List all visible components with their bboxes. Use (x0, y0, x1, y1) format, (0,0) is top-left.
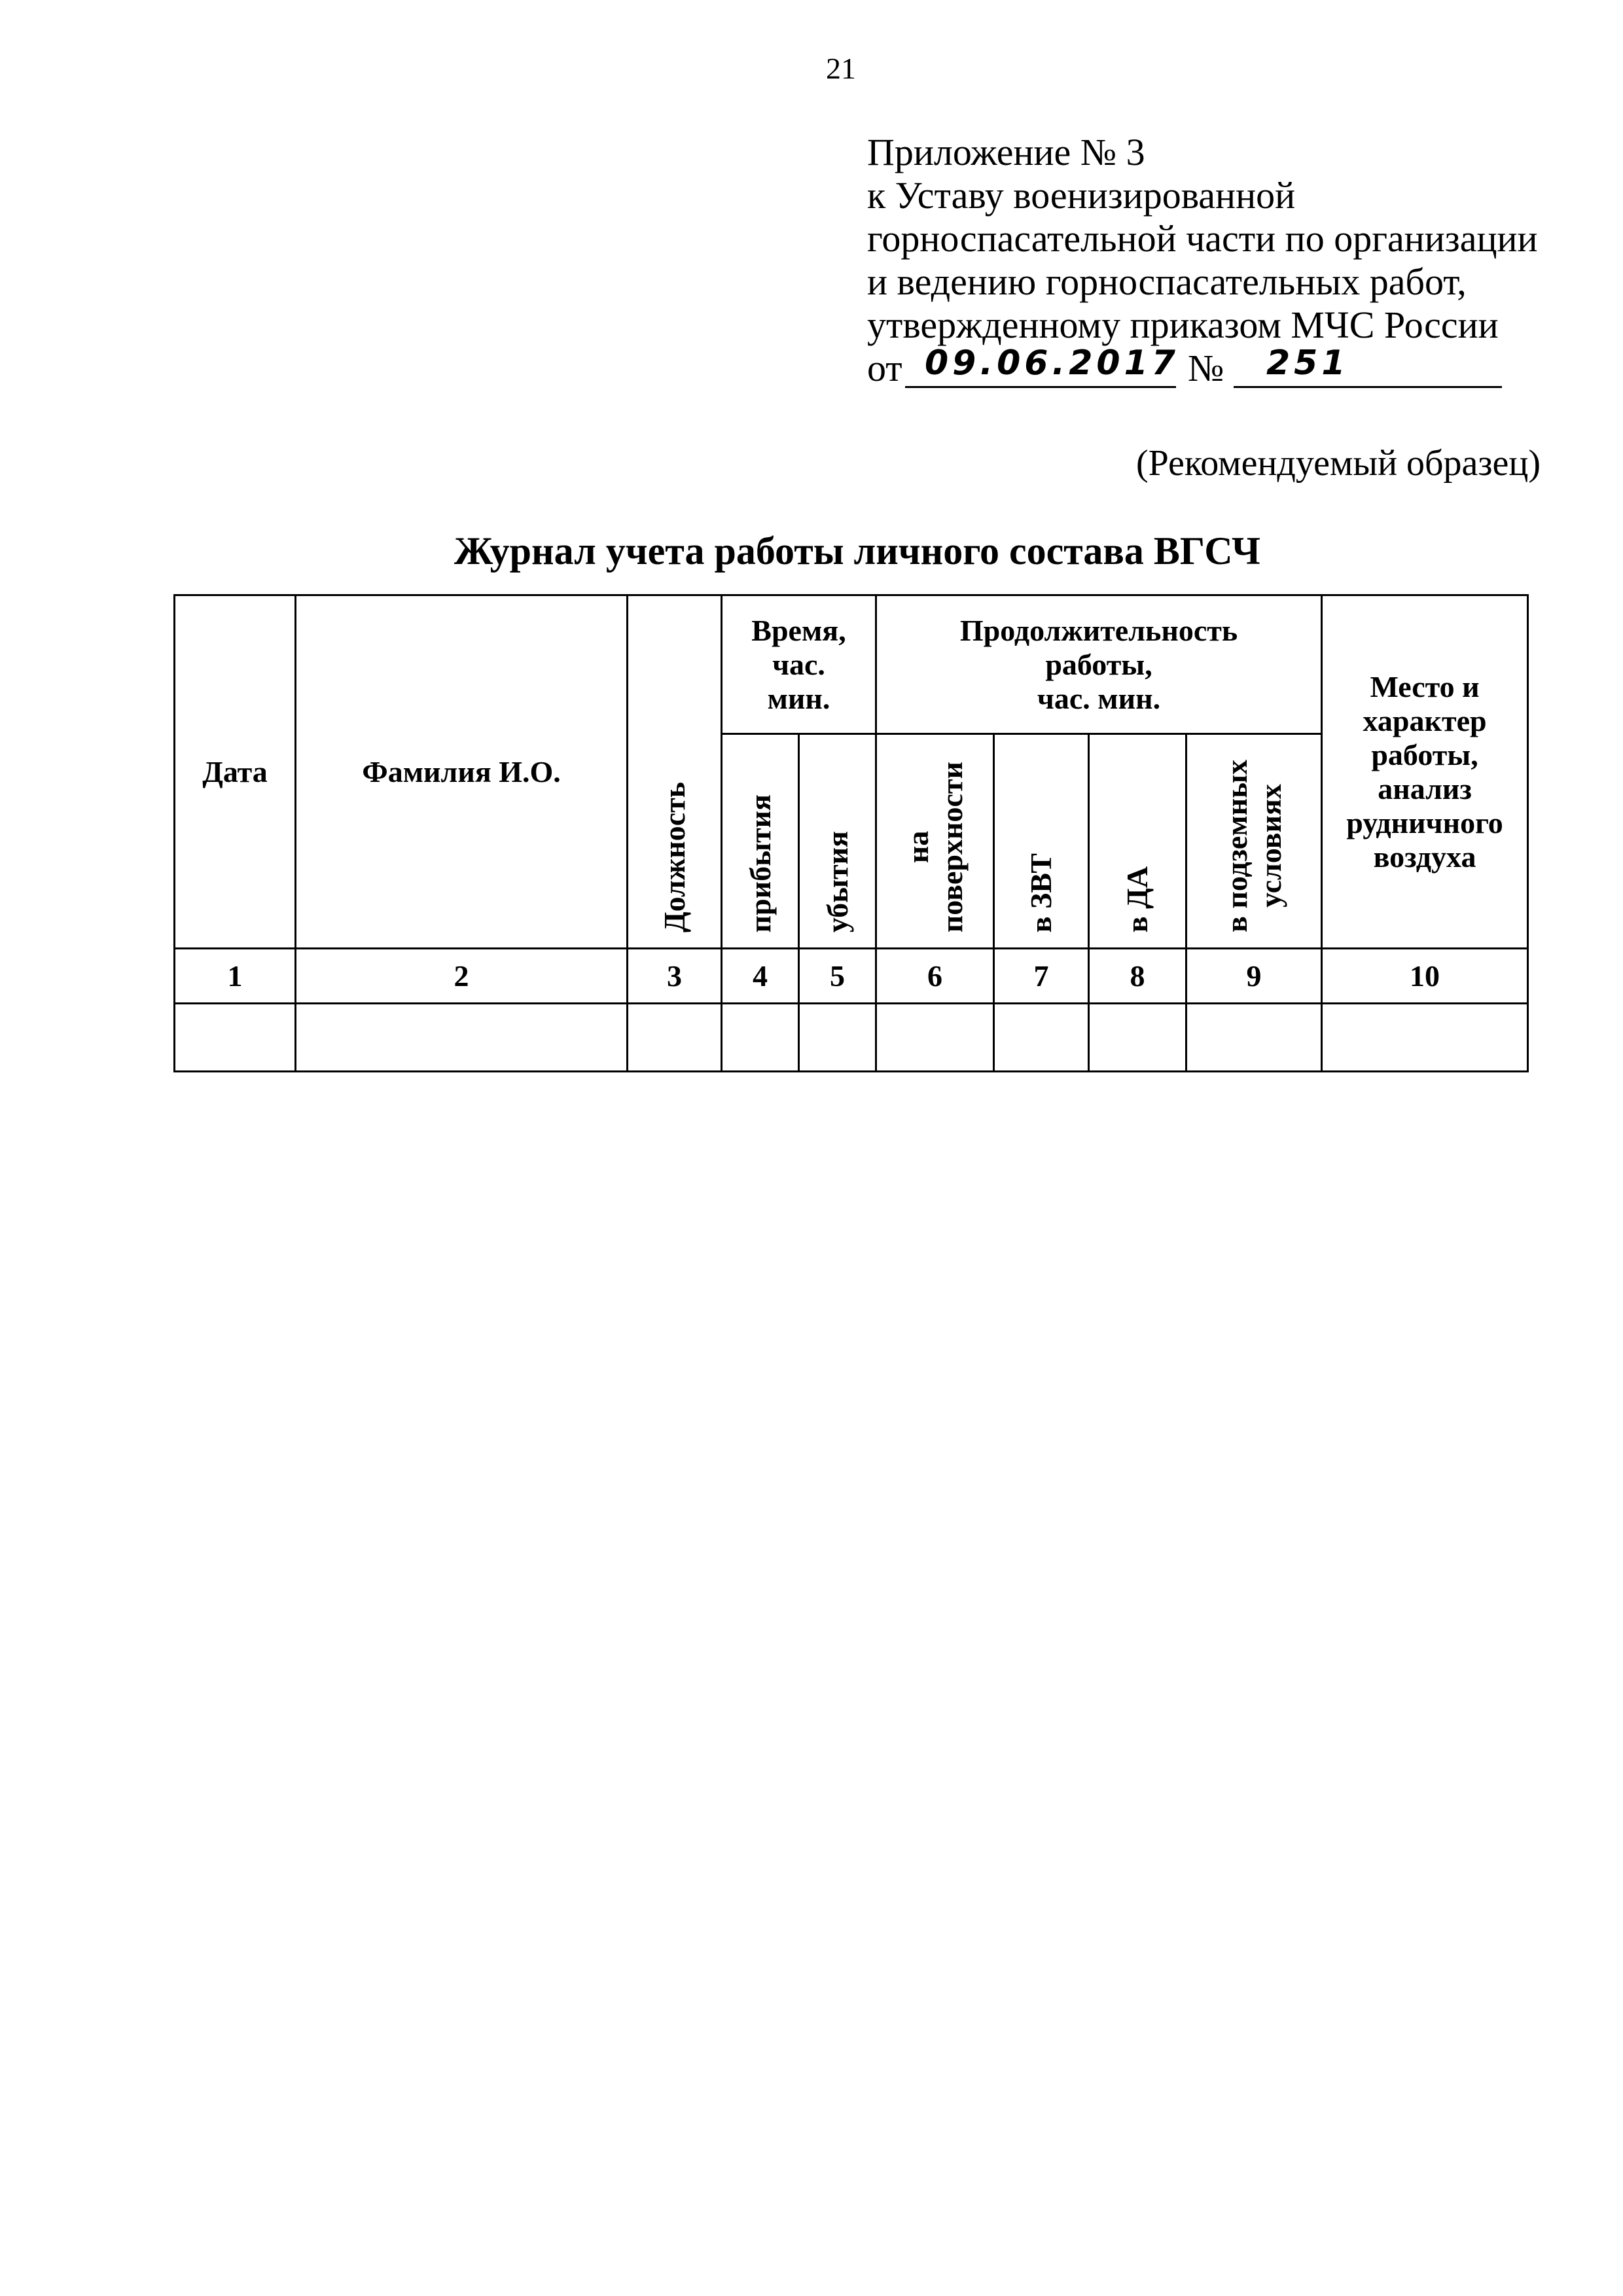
table-cell (628, 1004, 722, 1072)
column-number: 6 (876, 949, 994, 1004)
appendix-line: утвержденному приказом МЧС России (867, 304, 1499, 346)
table-cell (722, 1004, 799, 1072)
header-place-line: характер (1363, 703, 1487, 737)
header-time-line: час. (772, 647, 825, 681)
header-zvt-label: в ЗВТ (1024, 853, 1058, 932)
column-number: 10 (1322, 949, 1528, 1004)
appendix-line: горноспасательной части по организации (867, 217, 1538, 260)
order-date-number-line (867, 344, 1538, 390)
column-number: 5 (799, 949, 876, 1004)
header-surface (876, 734, 994, 949)
appendix-line: Приложение № 3 (867, 131, 1145, 173)
header-arrival-label: прибытия (743, 794, 777, 932)
recommended-sample-note: (Рекомендуемый образец) (1135, 443, 1541, 484)
header-duration-line: работы, (1045, 647, 1152, 681)
number-sign: № (1188, 347, 1224, 389)
header-place-line: анализ (1378, 771, 1472, 805)
header-underground-line: условиях (1254, 784, 1288, 908)
date-field (905, 344, 1179, 388)
handwritten-number: 251 (1266, 344, 1349, 383)
header-position (628, 595, 722, 949)
header-place-line: воздуха (1373, 839, 1476, 874)
column-number: 2 (296, 949, 628, 1004)
header-da-label: в ДА (1120, 866, 1154, 932)
table-cell (175, 1004, 296, 1072)
column-number: 9 (1186, 949, 1322, 1004)
header-underground (1186, 734, 1322, 949)
header-duration-group (876, 595, 1322, 734)
header-time-line: мин. (767, 681, 830, 715)
header-time-line: Время, (751, 613, 846, 647)
number-field (1234, 344, 1502, 388)
table-cell (1322, 1004, 1528, 1072)
appendix-block (867, 131, 1538, 390)
table-cell (1089, 1004, 1186, 1072)
header-position-label: Должность (657, 781, 691, 932)
table-cell (799, 1004, 876, 1072)
header-surface-line: поверхности (935, 761, 969, 932)
header-place-line: Место и (1370, 669, 1480, 703)
header-duration-line: час. мин. (1037, 681, 1161, 715)
header-surface-label (901, 762, 969, 932)
table-cell (296, 1004, 628, 1072)
header-departure (799, 734, 876, 949)
page-number: 21 (826, 52, 856, 85)
header-fullname: Фамилия И.О. (296, 595, 628, 949)
header-underground-label (1220, 760, 1288, 932)
column-number: 4 (722, 949, 799, 1004)
column-number-row (175, 949, 1528, 1004)
table-cell (1186, 1004, 1322, 1072)
handwritten-date: 09.06.2017 (925, 344, 1179, 383)
table-cell (994, 1004, 1089, 1072)
column-number: 3 (628, 949, 722, 1004)
column-number: 8 (1089, 949, 1186, 1004)
header-date: Дата (175, 595, 296, 949)
header-place-line: работы, (1371, 737, 1478, 771)
appendix-line: к Уставу военизированной (867, 174, 1296, 217)
header-departure-label: убытия (820, 830, 854, 932)
header-time-group (722, 595, 876, 734)
header-arrival (722, 734, 799, 949)
header-place-line: рудничного (1346, 805, 1503, 839)
header-row-top (175, 595, 1528, 734)
header-da (1089, 734, 1186, 949)
header-underground-line: в подземных (1220, 759, 1254, 932)
appendix-line: и ведению горноспасательных работ, (867, 260, 1467, 303)
table-cell (876, 1004, 994, 1072)
header-surface-line: на (901, 830, 935, 864)
column-number: 1 (175, 949, 296, 1004)
journal-table (173, 594, 1529, 1072)
header-zvt (994, 734, 1089, 949)
header-place (1322, 595, 1528, 949)
from-label: от (867, 347, 902, 389)
table-row (175, 1004, 1528, 1072)
header-duration-line: Продолжительность (959, 613, 1238, 647)
document-title: Журнал учета работы личного состава ВГСЧ (454, 529, 1261, 573)
column-number: 7 (994, 949, 1089, 1004)
